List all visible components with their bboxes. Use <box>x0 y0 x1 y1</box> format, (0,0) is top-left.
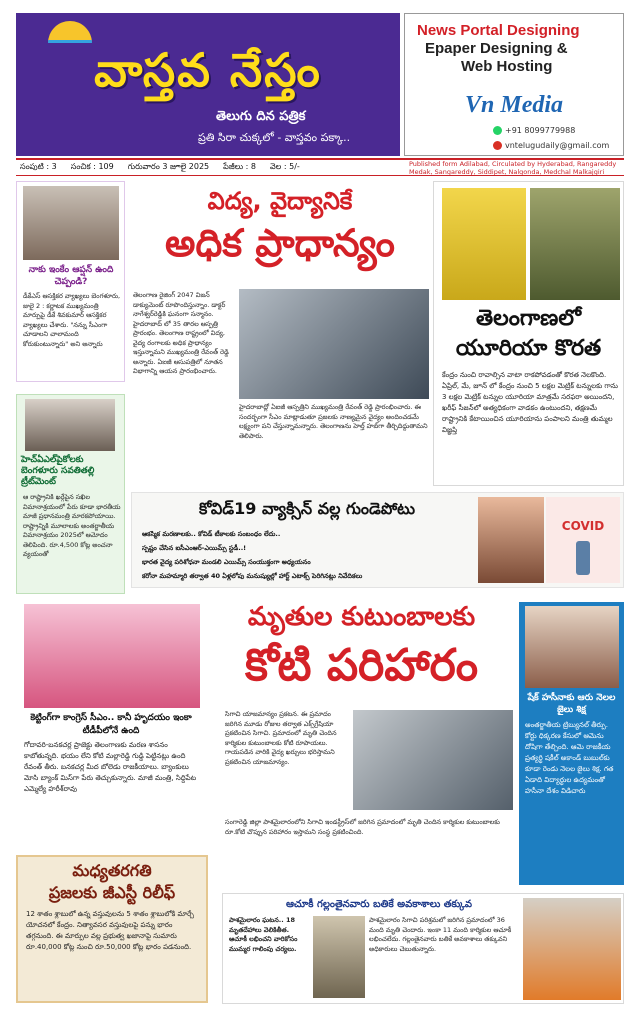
story-covid <box>131 492 624 588</box>
lead-headline-2: అధిక ప్రాధాన్యం <box>165 221 395 265</box>
ad-phone-text: +91 8099779988 <box>505 126 576 135</box>
covid-point-1: ఆకస్మిక మరణాలకు.. కోవిడ్ టీకాలకు సంబంధం లేదు.. <box>142 530 281 538</box>
urea-body: కేంద్రం నుంచి రావాల్సిన వాటా రాకపోవడంతో కొరత నెలకొంది. ఏప్రిల్, మే, జూన్ లో కేంద్రం నుంచి 5 లక్షల మెట్రిక్ టన్నులకు గాను 3 లక్షల మెట్రిక్ టన్నుల యూరియా మాత్రమే సరఫరా అయిందని, ఖరీఫ్ సీజన్‌లో అత్యధికంగా వాడకం ఉంటుందని, తక్షణమే రాష్ట్రానికి కేటాయించిన యూరియాను పంపాలని మంత్రి తుమ్మల విజ్ఞప్తి <box>442 371 618 434</box>
ad-email-text: vntelugudaily@gmail.com <box>505 141 610 150</box>
story-hasina <box>519 602 624 885</box>
urea-headline-2: యూరియా కొరత <box>455 336 602 361</box>
page-count: పేజీలు : 8 <box>223 162 256 171</box>
masthead-title: వాస్తవ నేస్తం <box>94 43 322 97</box>
hasina-photo <box>525 606 619 688</box>
river-photo-1 <box>313 916 365 998</box>
sun-logo-icon <box>48 21 92 43</box>
volume: సంపుటి : 3 <box>20 162 57 171</box>
kharge-photo <box>25 399 115 451</box>
gst-headline-2: ప్రజలకు జీఎస్టీ రిలీఫ్ <box>48 883 176 902</box>
hasina-headline: షేక్ హసీనాకు ఆరు నెలల జైలు శిక్ష <box>527 693 616 715</box>
compensation-headline-1: మృతుల కుటుంబాలకు <box>247 602 476 632</box>
covid-points <box>142 527 472 583</box>
hasina-body: అంతర్జాతీయ ట్రిబ్యునల్ తీర్పు. కోర్టు ధిక్కరణ కేసులో ఆమెను దోషిగా తేల్చింది. ఆమె రాజకీయ ప్రత్యర్థి షకీల్ అకాండ్ బుబుల్‌కు కూడా రెండు నెలల జైలు శిక్ష. గత ఏడాది విద్యార్థుల ఉద్యమంతో హసీనా దేశం విడిచారు <box>525 721 614 795</box>
lead-headline-1: విద్య, వైద్యానికే <box>207 187 353 215</box>
story-dks <box>16 181 125 382</box>
vaccine-vial-icon <box>576 541 590 575</box>
masthead-subtitle: తెలుగు దిన పత్రిక <box>216 109 306 124</box>
harish-rao-photo <box>24 604 200 708</box>
compensation-col-2: సంగారెడ్డి జిల్లా పాశమైలారంలోని సిగాచి ఇండస్ట్రీస్‌లో జరిగిన ప్రమాదంలో మృతి చెందిన కార్మికుల కుటుంబాలకు రూ.కోటి చొప్పున పరిహారం ఇస్తామని సంస్థ ప్రకటించింది. <box>225 818 500 836</box>
masthead <box>16 13 400 156</box>
ad-line-3: Web Hosting <box>461 58 553 75</box>
ad-line-2: Epaper Designing & <box>425 40 568 57</box>
story-compensation <box>207 598 516 883</box>
urea-bags-photo <box>442 188 526 300</box>
ad-email <box>493 141 609 150</box>
brs-body: గోదావరి-బనకచర్ల ప్రాజెక్టు తెలంగాణకు మరణ శాసనం కాబోతున్నది. భయం లేని కోటి మల్లారెడ్డి గుడ్డి పెట్టినట్లు ఉంది రేవంత్ తీరు. బనకచర్ల మీద బోలెడు రాజకీయాలు. బ్యాంకులు మోసి బ్యాంక్ మిస్‌గా పేరు తెచ్చుకున్నారు. మాజీ మంత్రి, సిద్దిపేట ఎమ్మెల్యే హరీశ్‌రావు <box>24 741 197 793</box>
whatsapp-icon <box>493 126 502 135</box>
lead-story <box>131 181 429 486</box>
story-urea <box>433 181 624 486</box>
covid-point-3: భారత వైద్య పరిశోధనా మండలి ఎయిమ్స్ సంయుక్తంగా అధ్యయనం <box>142 558 311 566</box>
vn-media-ad <box>404 13 624 156</box>
lead-photo <box>239 289 429 399</box>
issue-info-bar <box>16 158 624 176</box>
covid-label: COVID <box>561 519 605 533</box>
river-col-2: పాశమైలారం సిగాచి పరిశ్రమలో జరిగిన ప్రమాదంలో 36 మంది మృతి చెందారు. ఇంకా 11 మంది కార్మికుల ఆచూకీ లభించలేదు. గల్లంతైనవారు బతికే అవకాశాలు తక్కువని అధికారులు చెబుతున్నారు. <box>369 916 512 953</box>
covid-vaccine-image <box>546 497 620 583</box>
lead-col-2: హైదరాబాద్లో ఏఐజీ ఆస్పత్రిని ముఖ్యమంత్రి రేవంత్ రెడ్డి ప్రారంభించారు. ఈ సందర్భంగా సీఎం మాట్లాడుతూ ప్రజలకు నాణ్యమైన వైద్యం అందించడమే లక్ష్యంగా పని చేస్తున్నామన్నారు. తెలంగాణను హెల్త్ హబ్‌గా తీర్చిదిద్దుతామని తెలిపారు. <box>239 403 428 440</box>
dks-photo <box>23 186 119 260</box>
story-hal <box>16 394 125 594</box>
covid-headline: కోవిడ్19 వ్యాక్సిన్ వల్ల గుండెపోటు <box>198 499 416 518</box>
lead-col-1: తెలంగాణ రైజింగ్ 2047 విజన్ డాక్యుమెంట్‌ రూపొందిస్తున్నాం. డాక్టర్ నాగేశ్వర్‌రెడ్డికి ఘనంగా సన్మానం. హైదరాబాద్ లో 35 తారల ఆస్పత్రి ప్రారంభం. తెలంగాణ రాష్ట్రంలో విద్య, వైద్య రంగాలకు అధిక ప్రాధాన్యం ఇస్తున్నామని ముఖ్యమంత్రి రేవంత్ రెడ్డి అన్నారు. ఏఐజీ ఆసుపత్రిలో నూతన విభాగాన్ని ఆయన ప్రారంభించారు. <box>133 291 229 375</box>
gst-headline-1: మధ్యతరగతి <box>72 861 152 880</box>
river-col-1: పాశమైలారం ఘటన.. 18 మృతదేహాలు వెలికితీత. ఆచూకీ లభించని వారికోసం ముమ్మర గాలింపు చర్యలు. <box>229 916 298 953</box>
ad-brand: Vn Media <box>465 92 564 118</box>
story-gst <box>16 855 208 1003</box>
story-hal-headline: హెచ్ఏఎల్‌పైకోలకు బెంగళూరు సవతితల్లి ట్రీట్‌మెంట్ <box>21 455 95 487</box>
price: వెల : 5/- <box>269 162 300 171</box>
story-river <box>222 893 624 1004</box>
factory-ruins-photo <box>353 710 513 810</box>
published-from: Published form Adilabad, Circulated by Hyderabad, Rangareddy Medak, Sangareddy, Siddipet, Nalgonda, Medchal Malkajgiri <box>409 159 617 176</box>
river-headline: ఆచూకీ గల్లంతైనవారు బతికే అవకాశాలు తక్కువ <box>285 899 473 910</box>
rescue-team-photo <box>523 898 621 1000</box>
covid-point-4: కరోనా మహమ్మారి తర్వాత 40 ఏళ్లలోపు మనుష్యుల్లో హార్ట్ ఎటాక్స్ పెరిగినట్లు నివేదికలు <box>142 572 363 580</box>
compensation-headline-2: కోటి పరిహారం <box>244 640 479 691</box>
compensation-col-1: సిగాచి యాజమాన్యం ప్రకటన. ఈ ప్రమాదం జరిగిన మూడు రోజుల తర్వాత ఎక్స్‌గ్రేషియా ప్రకటించిన సిగాచి. ప్రమాదంలో మృతి చెందిన కార్మికుల కుటుంబాలకు కోటి రూపాయలు. గాయపడిన వారికి వైద్య ఖర్చులు భరిస్తామని ప్రకటించిన యాజమాన్యం. <box>225 710 337 766</box>
issue-number: సంచిక : 109 <box>70 162 114 171</box>
mail-icon <box>493 141 502 150</box>
story-brs <box>16 602 202 847</box>
story-hal-body: ఆ రాష్ట్రానికి ఖర్గేపైన సఖిల విమానాశ్రయంలో పేరు కూడా భారతీయ మాజీ ప్రధానమంత్రి మారకపోయాయి. రాష్ట్రాన్నికి మూలాలకు అంతర్జాతీయ విమానాశ్రయం 2025లో ఆమోదం తెలిపింది. రూ.4,500 కోట్ల అంచనా వ్యయంతో <box>23 493 121 558</box>
ad-phone <box>493 126 575 135</box>
brs-headline: కెట్టింగ్‌గా కాంగ్రెస్ సీఎం.. కానీ హృదయం ఇంకా టీడీపీలోనే ఉంది <box>30 713 192 736</box>
farmer-field-photo <box>530 188 620 300</box>
covid-point-2: స్పష్టం చేసిన ఐసీఎంఆర్‌-ఎయిమ్స్ స్టడీ..! <box>142 544 247 552</box>
masthead-tagline: ప్రతి సిరా చుక్కలో - వాస్తవం పక్కా.. <box>198 131 351 144</box>
story-dks-body: డీకేఎస్ ఆసక్తికర వ్యాఖ్యలు బెంగళూరు, జులై 2 : కర్ణాటక ముఖ్యమంత్రి మార్పుపై డీకే శివకుమార్ ఆసక్తికర వ్యాఖ్యలు చేశారు. "నన్ను సీఎంగా చూడాలని చాలామంది కోరుకుంటున్నారు" అని అన్నారు <box>23 292 121 348</box>
story-dks-headline: నాకు ఇంకేం ఆప్షన్ ఉంది చెప్పండి? <box>28 265 114 287</box>
gst-body: 12 శాతం శ్లాబులో ఉన్న వస్తువులను 5 శాతం శ్లాబులోకి మార్చే యోచనలో కేంద్రం. నిత్యావసర వస్తువులపై పన్ను భారం తగ్గనుంది. ఈ మార్పుల వల్ల ప్రభుత్వ ఖజానాపై సుమారు రూ.40,000 కోట్ల నుంచి రూ.50,000 కోట్ల భారం పడనుంది. <box>26 910 194 951</box>
issue-date: గురువారం 3 జూలై 2025 <box>127 162 210 171</box>
ad-line-1: News Portal Designing <box>417 22 580 39</box>
chest-pain-photo <box>478 497 544 583</box>
urea-headline-1: తెలంగాణలో <box>476 306 581 331</box>
